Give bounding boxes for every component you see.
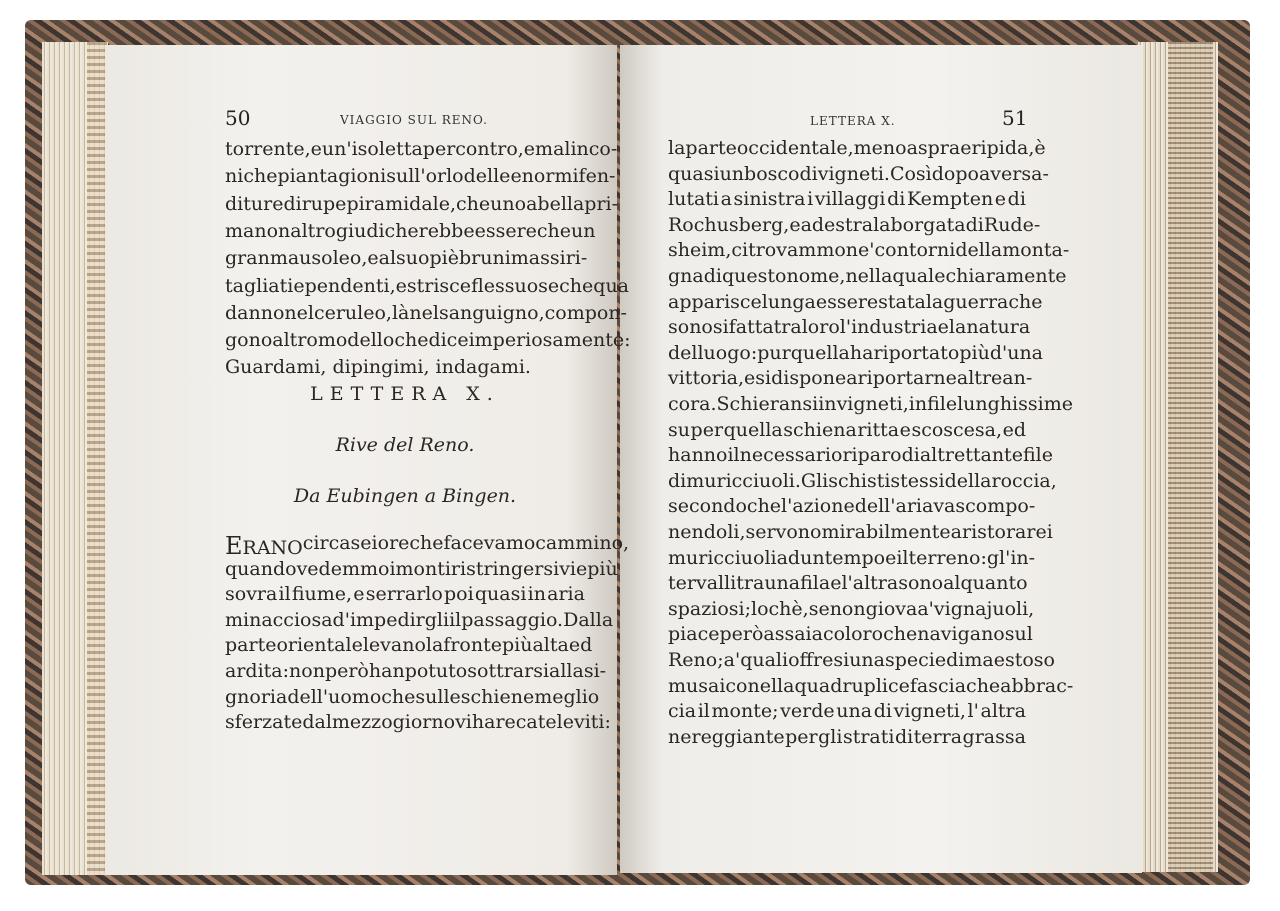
foxing <box>1168 42 1213 872</box>
text-line: tervalli tra una fila e l' altra sono alquanto <box>668 572 1028 595</box>
text-line: musaico nella quadruplice fascia che abbrac- <box>668 674 1074 697</box>
text-line: nendoli, servono mirabilmente a ristorare i <box>668 521 1053 543</box>
page-edges-right <box>1138 42 1218 872</box>
foxing <box>87 42 107 875</box>
left-running-head: VIAGGIO SUL RENO. <box>340 113 488 127</box>
text-line: danno nel ceruleo, là nel sanguigno, compon- <box>225 301 627 324</box>
text-line: ERANO circa sei ore che facevamo cammino, <box>225 532 630 560</box>
chapter-subtitle: Rive del Reno. <box>335 434 475 456</box>
right-page-number: 51 <box>1002 106 1028 130</box>
text-line: parte orientale levano la fronte più alta ed <box>225 634 593 657</box>
page-edges-left <box>42 42 108 875</box>
text-line: tagliati e pendenti, e strisce flessuose che qua <box>225 274 630 297</box>
text-line: quasi un bosco di vigneti. Così dopo aver sa- <box>668 162 1049 185</box>
right-running-head: LETTERA X. <box>810 114 896 128</box>
text-line: sonosi fatta tra loro l' industria e la natura <box>668 316 1031 339</box>
text-line: torrente, e un' isoletta per contro, e malinco- <box>225 138 618 160</box>
text-line: gran mausoleo, e al suo piè bruni massi ri- <box>225 247 588 270</box>
text-line: minacciosa d' impedirgli il passaggio. Dalla <box>225 608 614 631</box>
text-line: Rochusberg, e a destra la borgata di Rude- <box>668 213 1041 236</box>
left-page-number: 50 <box>225 106 251 130</box>
text-line: nereggiante per gli strati di terra grassa <box>668 725 1026 748</box>
text-line: piace però assai a coloro che navigano sul <box>668 623 1033 646</box>
text-line: gnoria dell' uomo che sulle schiene meglio <box>225 685 600 708</box>
text-line: su per quella schiena ritta e scoscesa, ed <box>668 418 1026 441</box>
text-line: ma non altro giudicherebbe essere che un <box>225 219 596 242</box>
text-line: cora. Schieransi in vigneti, in file lunghissime <box>668 393 1073 415</box>
text-line: sheim, ci trovammo ne' contorni della monta- <box>668 239 1070 262</box>
text-line: ardita: non però han potuto sottrarsi alla si- <box>225 660 607 682</box>
chapter-route: Da Eubingen a Bingen. <box>293 485 517 507</box>
text-line: quando vedemmo i monti ristringersi vie più <box>225 557 618 580</box>
text-line: niche piantagioni sull' orlo delle enormi fen- <box>225 165 616 188</box>
text-line: lutati a sinistra i villaggi di Kempten e di <box>668 188 1026 211</box>
text-line: vittoria, e si dispone a riportarne altre an- <box>668 367 1033 390</box>
text-line: gna di questo nome, nella quale chiaramente <box>668 265 1067 287</box>
text-line: diture di rupe piramidale, che uno a bella pri- <box>225 192 619 215</box>
text-line: di muricciuoli. Gli schisti stessi della roccia, <box>668 469 1057 492</box>
text-line: sovra il fiume, e serrarlo poi quasi in aria <box>225 583 585 606</box>
drop-cap: E <box>225 532 243 560</box>
text-line: secondo che l' azione dell' aria va scompo- <box>668 495 1036 518</box>
text-line: muricciuoli ad un tempo e il terreno: gl' in- <box>668 546 1036 569</box>
text-line: sferzate dal mezzogiorno vi ha recate le viti: <box>225 711 611 734</box>
text-line: apparisce lunga essere stata la guerra che <box>668 290 1043 313</box>
text-line: cia il monte; verde una di vigneti, l' altra <box>668 700 1026 723</box>
text-line: del luogo: pur quella ha riportato più d' una <box>668 341 1044 364</box>
text-line: Guardami, dipingimi, indagami. <box>225 356 531 379</box>
text-line: spaziosi ; lochè, se non giova a' vignajuoli, <box>668 597 1035 620</box>
chapter-title: LETTERA X. <box>310 383 500 405</box>
text-line: gono altro modello che dice imperiosamente: <box>225 329 631 352</box>
text-line: hanno il necessario riparo di altrettante file <box>668 444 1053 467</box>
text-line: la parte occidentale, meno aspra e ripida, è <box>668 137 1046 159</box>
text-line: Reno; a' quali offresi una specie di maestoso <box>668 649 1055 671</box>
